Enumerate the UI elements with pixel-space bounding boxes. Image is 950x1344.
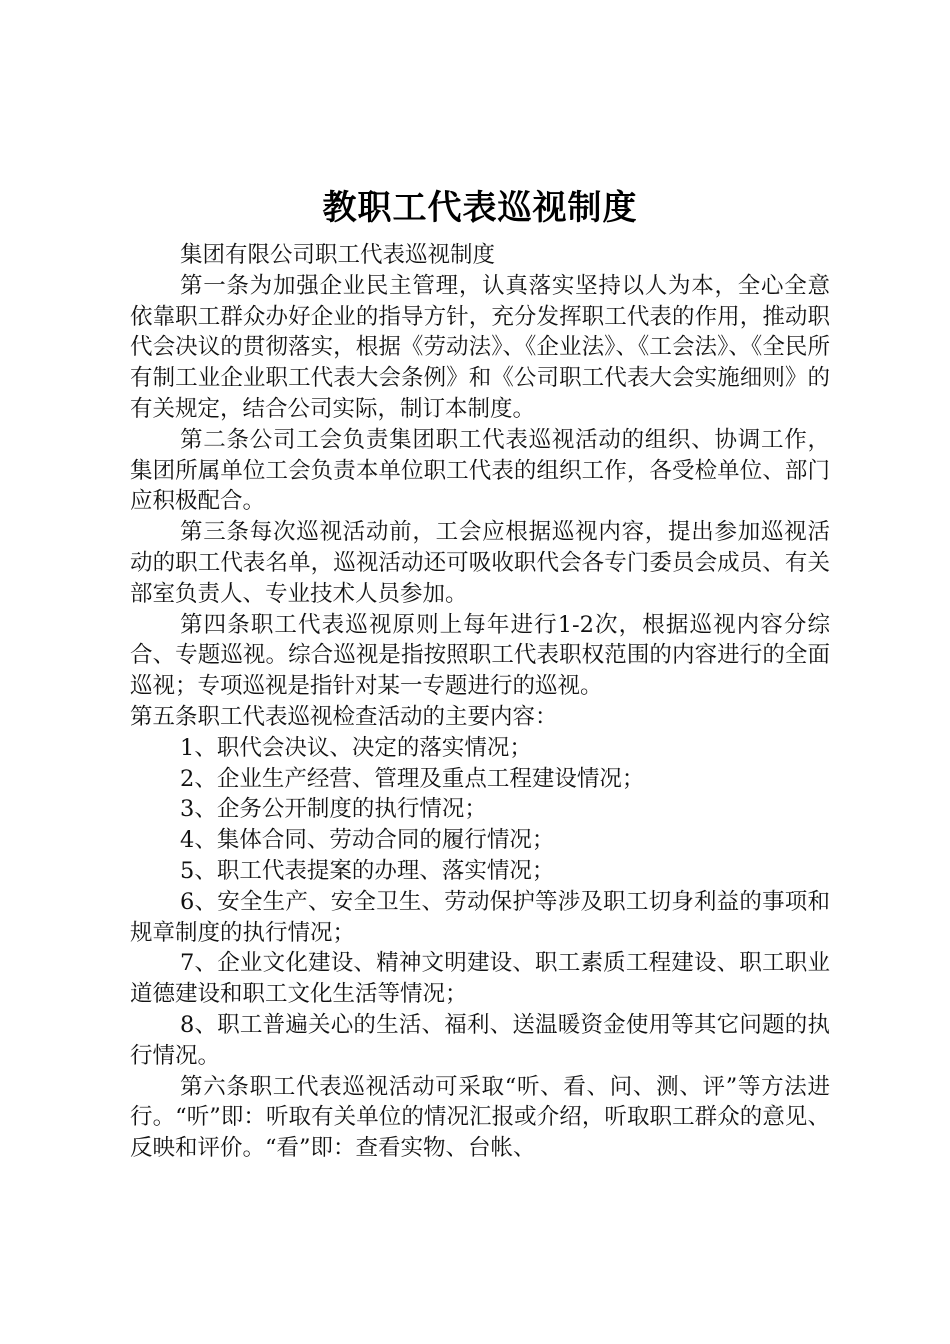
paragraph-article-1: 第一条为加强企业民主管理，认真落实坚持以人为本，全心全意依靠职工群众办好企业的指导方针，充分发挥职工代表的作用，推动职代会决议的贯彻落实，根据《劳动法》、《企业法》、《工会法》、《全民所有制工业企业职工代表大会条例》和《公司职工代表大会实施细则》的有关规定，结合公司实际，制订本制度。 — [130, 272, 830, 422]
list-item-2: 2、企业生产经营、管理及重点工程建设情况； — [180, 765, 645, 792]
list-item-6: 6、安全生产、安全卫生、劳动保护等涉及职工切身利益的事项和规章制度的执行情况； — [130, 888, 830, 946]
document-page — [130, 178, 830, 1164]
paragraph-article-6: 第六条职工代表巡视活动可采取“听、看、问、测、评”等方法进行。“听”即：听取有关单位的情况汇报或介绍，听取职工群众的意见、反映和评价。“看”即：查看实物、台帐、 — [130, 1073, 830, 1162]
list-item-7: 7、企业文化建设、精神文明建设、职工素质工程建设、职工职业道德建设和职工文化生活等情况； — [130, 950, 830, 1008]
list-item-4: 4、集体合同、劳动合同的履行情况； — [180, 827, 555, 854]
paragraph-article-3: 第三条每次巡视活动前，工会应根据巡视内容，提出参加巡视活动的职工代表名单，巡视活动还可吸收职代会各专门委员会成员、有关部室负责人、专业技术人员参加。 — [130, 519, 830, 607]
list-item-3: 3、企务公开制度的执行情况； — [180, 796, 487, 823]
paragraph-article-2: 第二条公司工会负责集团职工代表巡视活动的组织、协调工作，集团所属单位工会负责本单位职工代表的组织工作，各受检单位、部门应积极配合。 — [130, 426, 830, 515]
paragraph-article-5: 第五条职工代表巡视检查活动的主要内容： — [130, 703, 558, 730]
list-item-8: 8、职工普遍关心的生活、福利、送温暖资金使用等其它问题的执行情况。 — [130, 1011, 830, 1069]
paragraph-article-4: 第四条职工代表巡视原则上每年进行1-2次，根据巡视内容分综合、专题巡视。综合巡视是指按照职工代表职权范围的内容进行的全面巡视；专项巡视是指针对某一专题进行的巡视。 — [130, 611, 830, 700]
document-body — [130, 240, 830, 1164]
document-title: 教职工代表巡视制度 — [322, 188, 638, 228]
list-item-5: 5、职工代表提案的办理、落实情况； — [180, 857, 555, 884]
list-item-1: 1、职代会决议、决定的落实情况； — [180, 734, 532, 761]
paragraph-subtitle: 集团有限公司职工代表巡视制度 — [180, 242, 496, 268]
